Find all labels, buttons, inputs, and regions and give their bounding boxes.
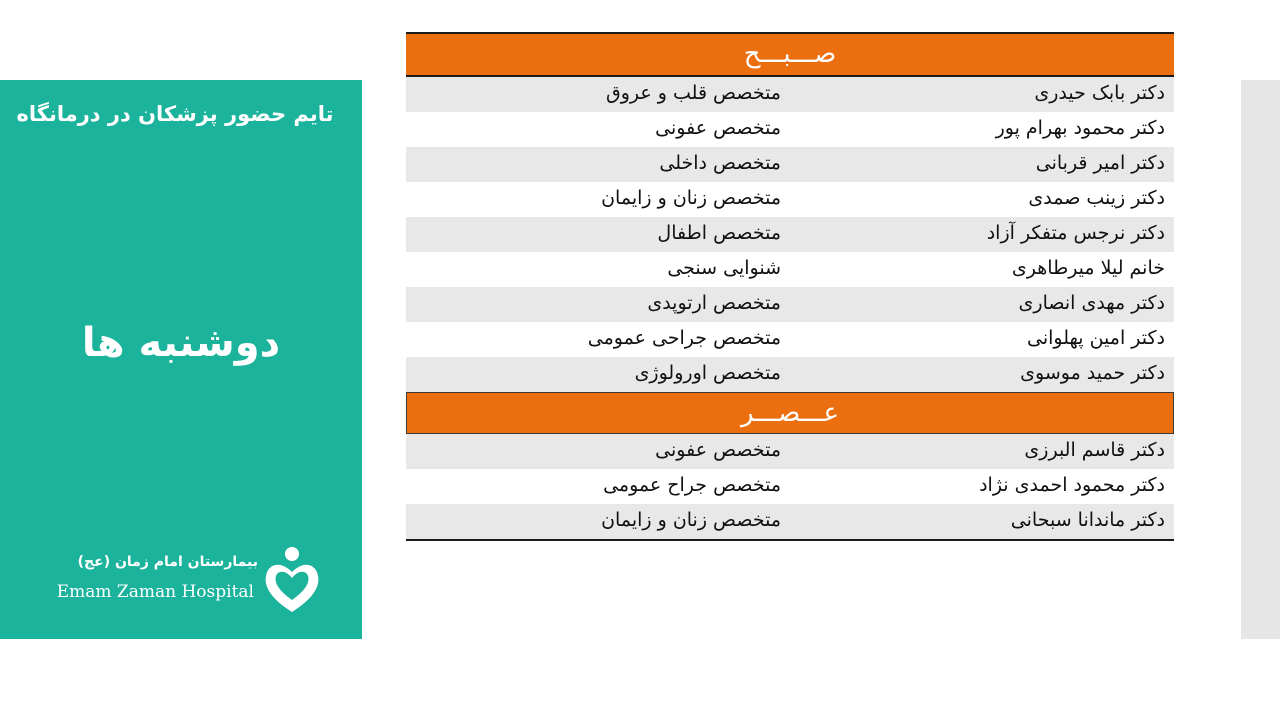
- doctor-specialty: متخصص زنان و زایمان: [601, 509, 781, 531]
- hospital-name-fa: بیمارستان امام زمان (عج): [77, 554, 258, 570]
- heart-logo-icon: [262, 542, 324, 614]
- doctor-specialty: متخصص داخلی: [659, 152, 781, 174]
- doctor-name: دکتر حمید موسوی: [1020, 362, 1165, 384]
- doctor-schedule-table: [406, 32, 1174, 541]
- table-row: [406, 252, 1174, 287]
- table-row: [406, 357, 1174, 392]
- hospital-name-en: Emam Zaman Hospital: [56, 582, 254, 602]
- doctor-specialty: شنوایی سنجی: [667, 257, 781, 279]
- afternoon-header: عـــصـــر: [406, 392, 1174, 434]
- hospital-logo: [58, 540, 328, 620]
- table-row: [406, 112, 1174, 147]
- table-row: [406, 504, 1174, 539]
- table-bottom-border: [406, 539, 1174, 541]
- morning-header: صـــبـــح: [406, 32, 1174, 77]
- table-row: [406, 434, 1174, 469]
- doctor-specialty: متخصص عفونی: [655, 439, 781, 461]
- clinic-schedule-title: تایم حضور پزشکان در درمانگاه: [16, 102, 334, 126]
- doctor-specialty: متخصص ارتوپدی: [647, 292, 781, 314]
- doctor-name: دکتر محمود بهرام پور: [995, 117, 1165, 139]
- right-decor-strip: [1241, 80, 1280, 639]
- table-row: [406, 469, 1174, 504]
- doctor-name: دکتر محمود احمدی نژاد: [979, 474, 1165, 496]
- table-row: [406, 287, 1174, 322]
- doctor-name: دکتر نرجس متفکر آزاد: [986, 222, 1165, 244]
- doctor-specialty: متخصص اورولوژی: [634, 362, 781, 384]
- doctor-name: دکتر قاسم البرزی: [1024, 439, 1165, 461]
- doctor-specialty: متخصص اطفال: [657, 222, 781, 244]
- doctor-name: دکتر زینب صمدی: [1028, 187, 1165, 209]
- doctor-specialty: متخصص زنان و زایمان: [601, 187, 781, 209]
- side-panel: [0, 80, 362, 639]
- doctor-name: دکتر بابک حیدری: [1034, 82, 1165, 104]
- doctor-specialty: متخصص قلب و عروق: [606, 82, 781, 104]
- doctor-specialty: متخصص عفونی: [655, 117, 781, 139]
- doctor-name: دکتر مهدی انصاری: [1018, 292, 1165, 314]
- table-row: [406, 182, 1174, 217]
- day-of-week-label: دوشنبه ها: [81, 320, 281, 366]
- doctor-name: دکتر امین پهلوانی: [1026, 327, 1165, 349]
- doctor-specialty: متخصص جراح عمومی: [603, 474, 781, 496]
- doctor-name: خانم لیلا میرطاهری: [1011, 257, 1165, 279]
- table-row: [406, 322, 1174, 357]
- doctor-name: دکتر ماندانا سبحانی: [1010, 509, 1165, 531]
- doctor-specialty: متخصص جراحی عمومی: [587, 327, 781, 349]
- table-row: [406, 77, 1174, 112]
- table-row: [406, 147, 1174, 182]
- table-row: [406, 217, 1174, 252]
- doctor-name: دکتر امیر قربانی: [1035, 152, 1165, 174]
